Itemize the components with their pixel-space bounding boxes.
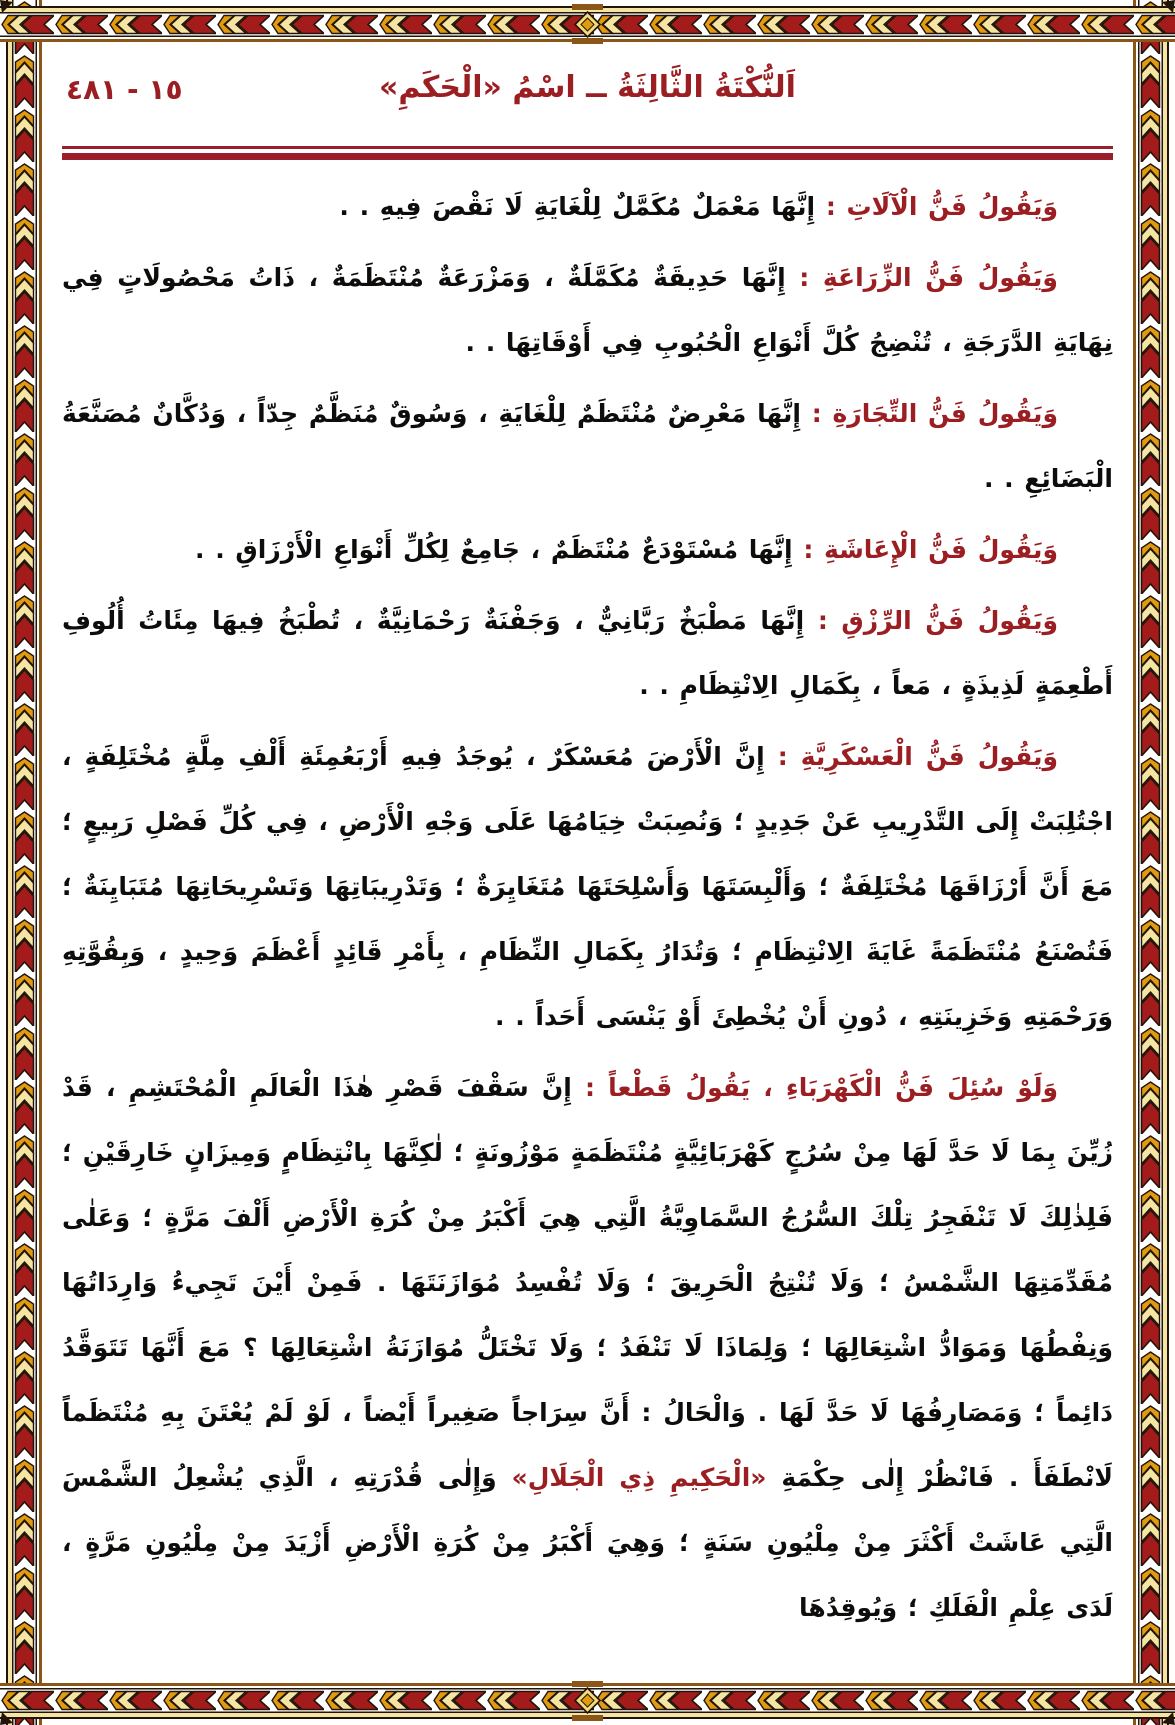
border-ornament-bottom xyxy=(572,1681,603,1721)
lead-phrase: وَيَقُولُ فَنُّ الرِّزْقِ : xyxy=(804,606,1058,635)
border-right xyxy=(1133,0,1169,1725)
border-bottom xyxy=(0,1683,1175,1719)
page-content xyxy=(62,56,1113,1678)
paragraph-body: إِنَّهَا حَدِيقَةٌ مُكَمَّلَةٌ ، وَمَزْرَعَةٌ مُنْتَظَمَةٌ ، ذَاتُ مَحْصُولَاتٍ فِي نِهَايَةِ الدَّرَجَةِ ، تُنْضِجُ كُلَّ أَنْوَاعِ الْحُبُوبِ فِي أَوْقَاتِهَا . . xyxy=(62,263,1113,357)
paragraph-body: إِنَّهَا مَطْبَخٌ رَبَّانِيٌّ ، وَجَفْنَةٌ رَحْمَانِيَّةٌ ، تُطْبَخُ فِيهَا مِئَاتُ أُلُوفِ أَطْعِمَةٍ لَذِيذَةٍ ، مَعاً ، بِكَمَالِ الِانْتِظَامِ . . xyxy=(62,606,1113,700)
lead-phrase: وَيَقُولُ فَنُّ الْعَسْكَرِيَّةِ : xyxy=(764,742,1058,771)
lead-phrase: وَيَقُولُ فَنُّ الزِّرَاعَةِ : xyxy=(785,263,1058,292)
border-top xyxy=(0,6,1175,42)
paragraph-art-of-trade xyxy=(62,381,1113,511)
border-ornament-top xyxy=(572,4,603,44)
paragraph-body: إِنَّ سَقْفَ قَصْرِ هٰذَا الْعَالَمِ الْمُحْتَشِمِ ، قَدْ زُيِّنَ بِمَا لَا حَدَّ لَهَا مِنْ سُرُجٍ كَهْرَبَائِيَّةٍ مُنْتَظَمَةٍ مَوْزُونَةٍ ؛ لٰكِنَّهَا بِانْتِظَامٍ وَمِيزَانٍ خَارِقَيْنِ ؛ فَلِذٰلِكَ لَا تَنْفَجِرُ تِلْكَ السُّرُجُ السَّمَاوِيَّةُ الَّتِي هِيَ أَكْبَرُ مِنْ كُرَةِ الْأَرْضِ أَلْفَ مَرَّةٍ ؛ وَعَلٰى مُقَدِّمَتِهَا الشَّمْسُ ؛ وَلَا تُنْتِجُ الْحَرِيقَ ؛ وَلَا تُفْسِدُ مُوَازَنَتَهَا . فَمِنْ أَيْنَ تَجِيءُ وَارِدَاتُهَا وَنِفْطُهَا وَمَوَادُّ اشْتِعَالِهَا ؛ وَلِمَاذَا لَا تَنْفَدُ ؛ وَلَا تَخْتَلُّ مُوَازَنَةُ اشْتِعَالِهَا ؟ مَعَ أَنَّهَا تَتَوَقَّدُ دَائِماً ؛ وَمَصَارِفُهَا لَا حَدَّ لَهَا . وَالْحَالُ : أَنَّ سِرَاجاً صَغِيراً أَيْضاً ، لَوْ لَمْ يُعْتَنَ بِهِ مُنْتَظَماً لَانْطَفَأَ . فَانْظُرْ إِلٰى حِكْمَةِ xyxy=(62,1073,1113,1492)
lead-phrase: وَلَوْ سُئِلَ فَنُّ الْكَهْرَبَاءِ ، يَقُولُ قَطْعاً : xyxy=(571,1073,1058,1102)
paragraph-art-of-military xyxy=(62,724,1113,1049)
paragraph-art-of-agriculture xyxy=(62,245,1113,375)
lead-phrase: وَيَقُولُ فَنُّ التِّجَارَةِ : xyxy=(800,399,1058,428)
page-title: اَلنُّكْتَةُ الثَّالِثَةُ ــ اسْمُ «الْحَكَمِ» xyxy=(379,70,796,105)
page-number: ١٥ - ٤٨١ xyxy=(66,73,183,106)
paragraph-art-of-provisioning xyxy=(62,517,1113,582)
header-divider xyxy=(62,146,1113,160)
body-text xyxy=(62,174,1113,1640)
paragraph-art-of-sustenance xyxy=(62,588,1113,718)
paragraph-body: إِنَّ الْأَرْضَ مُعَسْكَرٌ ، يُوجَدُ فِيهِ أَرْبَعُمِئَةِ أَلْفِ مِلَّةٍ مُخْتَلِفَةٍ ، اجْتُلِبَتْ إِلَى التَّدْرِيبِ عَنْ جَدِيدٍ ؛ وَنُصِبَتْ خِيَامُهَا عَلَى وَجْهِ الْأَرْضِ ، فِي كُلِّ فَصْلِ رَبِيعٍ ؛ مَعَ أَنَّ أَرْزَاقَهَا مُخْتَلِفَةٌ ؛ وَأَلْبِسَتَهَا وَأَسْلِحَتَهَا مُتَغَايِرَةٌ ؛ وَتَدْرِيبَاتِهَا وَتَسْرِيحَاتِهَا مُتَبَايِنَةٌ ؛ فَتُصْنَعُ مُنْتَظَمَةً غَايَةَ الِانْتِظَامِ ؛ وَتُدَارُ بِكَمَالِ النِّظَامِ ، بِأَمْرِ قَائِدٍ أَعْظَمَ وَحِيدٍ ، وَبِقُوَّتِهِ وَرَحْمَتِهِ وَخَزِينَتِهِ ، دُونِ أَنْ يُخْطِئَ أَوْ يَنْسَى أَحَداً . . xyxy=(62,742,1113,1031)
paragraph-art-of-machines xyxy=(62,174,1113,239)
divider-thick-line xyxy=(62,153,1113,160)
paragraph-art-of-electricity xyxy=(62,1055,1113,1640)
divine-name-highlight: «الْحَكِيمِ ذِي الْجَلَالِ» xyxy=(511,1463,767,1492)
paragraph-body: إِنَّهَا مُسْتَوْدَعٌ مُنْتَظَمٌ ، جَامِعٌ لِكُلِّ أَنْوَاعِ الْأَرْزَاقِ . . xyxy=(195,535,793,564)
paragraph-body: إِنَّهَا مَعْرِضٌ مُنْتَظَمٌ لِلْغَايَةِ ، وَسُوقٌ مُنَظَّمٌ جِدّاً ، وَدُكَّانٌ مُصَنَّعَةُ الْبَضَائِعِ . . xyxy=(62,399,1113,493)
lead-phrase: وَيَقُولُ فَنُّ الْإِعَاشَةِ : xyxy=(792,535,1058,564)
page-header xyxy=(62,56,1113,136)
border-left xyxy=(6,0,42,1725)
paragraph-tail: وَإِلٰى قُدْرَتِهِ ، الَّذِي يُشْعِلُ الشَّمْسَ الَّتِي عَاشَتْ أَكْثَرَ مِنْ مِلْيُونِ سَنَةٍ ؛ وَهِيَ أَكْبَرُ مِنْ كُرَةِ الْأَرْضِ أَزْيَدَ مِنْ مِلْيُونِ مَرَّةٍ ، لَدَى عِلْمِ الْفَلَكِ ؛ وَيُوقِدُهَا xyxy=(62,1463,1113,1622)
lead-phrase: وَيَقُولُ فَنُّ الْآلَاتِ : xyxy=(815,192,1058,221)
paragraph-body: إِنَّهَا مَعْمَلٌ مُكَمَّلٌ لِلْغَايَةِ لَا نَقْصَ فِيهِ . . xyxy=(339,192,816,221)
